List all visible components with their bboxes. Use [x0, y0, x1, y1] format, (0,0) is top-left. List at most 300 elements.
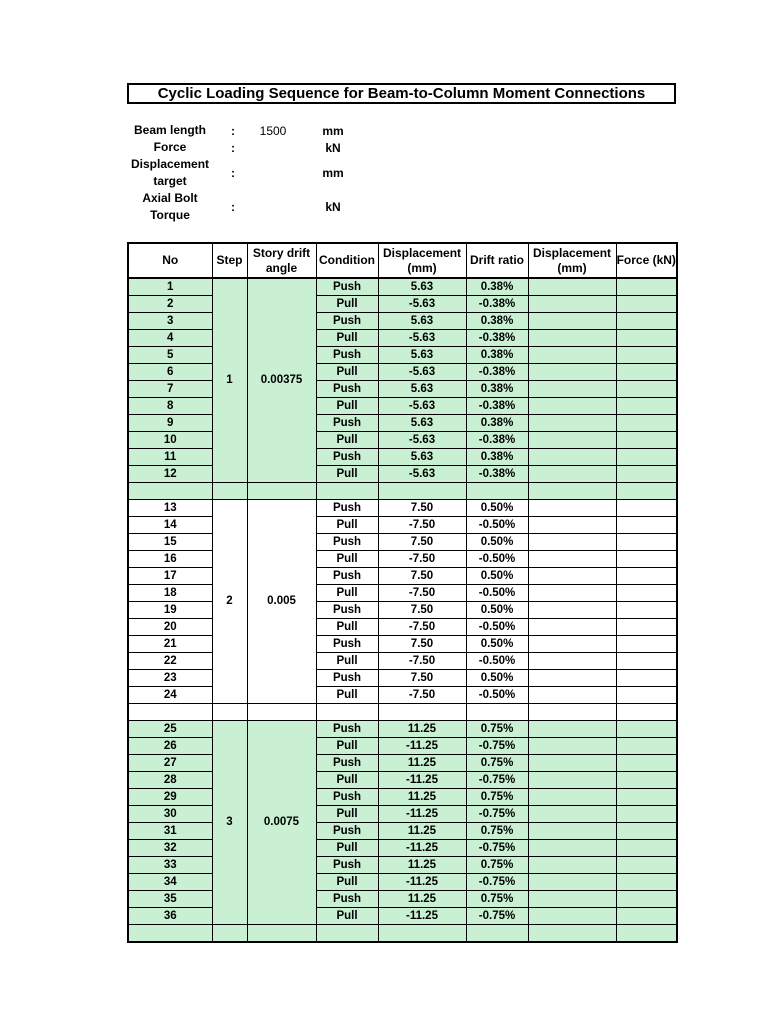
- cell-drift-ratio: 0.38%: [466, 381, 528, 398]
- cell-condition: Push: [316, 755, 378, 772]
- cell-story-drift-angle: 0.00375: [247, 278, 316, 483]
- cell-no: 13: [128, 500, 212, 517]
- info-value: 1500: [259, 123, 287, 138]
- cell-force: [616, 653, 677, 670]
- cell-displacement: -5.63: [378, 466, 466, 483]
- cell-no: 23: [128, 670, 212, 687]
- cell-condition: Push: [316, 278, 378, 296]
- cell-no: 15: [128, 534, 212, 551]
- cell-measured-displacement: [528, 415, 616, 432]
- table-row: [128, 534, 677, 551]
- cell-force: [616, 415, 677, 432]
- table-row: [128, 619, 677, 636]
- cell-no: 33: [128, 857, 212, 874]
- cell-force: [616, 602, 677, 619]
- cell-measured-displacement: [528, 721, 616, 738]
- spacer-cell: [616, 925, 677, 943]
- cell-measured-displacement: [528, 330, 616, 347]
- table-row: [128, 806, 677, 823]
- cell-condition: Pull: [316, 738, 378, 755]
- cell-no: 24: [128, 687, 212, 704]
- table-row: [128, 313, 677, 330]
- cell-force: [616, 772, 677, 789]
- table-row: [128, 517, 677, 534]
- cell-condition: Push: [316, 381, 378, 398]
- cell-step: 3: [212, 721, 247, 925]
- cell-measured-displacement: [528, 364, 616, 381]
- cell-drift-ratio: 0.38%: [466, 347, 528, 364]
- cell-displacement: 5.63: [378, 313, 466, 330]
- header-step: Step: [212, 243, 247, 278]
- cell-condition: Push: [316, 636, 378, 653]
- cell-no: 17: [128, 568, 212, 585]
- info-row-beam-length: [127, 122, 387, 139]
- cell-measured-displacement: [528, 908, 616, 925]
- cell-measured-displacement: [528, 653, 616, 670]
- cell-condition: Pull: [316, 619, 378, 636]
- table-row: [128, 891, 677, 908]
- table-row: [128, 466, 677, 483]
- cell-drift-ratio: -0.38%: [466, 466, 528, 483]
- cell-drift-ratio: -0.38%: [466, 296, 528, 313]
- table-row: [128, 585, 677, 602]
- cell-force: [616, 738, 677, 755]
- cell-condition: Pull: [316, 840, 378, 857]
- cell-no: 11: [128, 449, 212, 466]
- cell-displacement: 7.50: [378, 636, 466, 653]
- cell-drift-ratio: 0.50%: [466, 568, 528, 585]
- table-row: [128, 415, 677, 432]
- cell-force: [616, 398, 677, 415]
- cell-no: 30: [128, 806, 212, 823]
- table-row: [128, 772, 677, 789]
- cell-measured-displacement: [528, 517, 616, 534]
- cell-no: 10: [128, 432, 212, 449]
- cell-measured-displacement: [528, 347, 616, 364]
- cell-measured-displacement: [528, 755, 616, 772]
- table-row: [128, 296, 677, 313]
- cell-force: [616, 908, 677, 925]
- cell-measured-displacement: [528, 823, 616, 840]
- cell-condition: Pull: [316, 398, 378, 415]
- spacer-cell: [212, 704, 247, 721]
- info-row-displacement-target: [127, 156, 387, 190]
- spacer-cell: [528, 704, 616, 721]
- info-section: [127, 122, 387, 224]
- cell-displacement: 11.25: [378, 721, 466, 738]
- table-row: [128, 874, 677, 891]
- spacer-cell: [378, 483, 466, 500]
- spacer-cell: [212, 925, 247, 943]
- cell-force: [616, 823, 677, 840]
- cell-condition: Push: [316, 602, 378, 619]
- cell-no: 2: [128, 296, 212, 313]
- cell-no: 28: [128, 772, 212, 789]
- cell-measured-displacement: [528, 585, 616, 602]
- cell-condition: Push: [316, 721, 378, 738]
- cell-measured-displacement: [528, 381, 616, 398]
- cell-force: [616, 857, 677, 874]
- cell-displacement: -11.25: [378, 908, 466, 925]
- cell-drift-ratio: 0.75%: [466, 721, 528, 738]
- cell-drift-ratio: -0.75%: [466, 874, 528, 891]
- info-label: Beam length: [133, 123, 206, 137]
- cell-drift-ratio: -0.50%: [466, 619, 528, 636]
- cell-force: [616, 840, 677, 857]
- cell-no: 16: [128, 551, 212, 568]
- table-row: [128, 670, 677, 687]
- cell-drift-ratio: -0.75%: [466, 840, 528, 857]
- spacer-cell: [128, 483, 212, 500]
- cell-drift-ratio: -0.50%: [466, 551, 528, 568]
- cell-displacement: 7.50: [378, 670, 466, 687]
- cell-force: [616, 755, 677, 772]
- cell-displacement: -7.50: [378, 687, 466, 704]
- cell-displacement: 5.63: [378, 449, 466, 466]
- spacer-cell: [316, 483, 378, 500]
- cell-drift-ratio: -0.50%: [466, 687, 528, 704]
- cell-no: 8: [128, 398, 212, 415]
- info-row-axial-bolt-torque: [127, 190, 387, 224]
- cell-measured-displacement: [528, 313, 616, 330]
- cell-condition: Pull: [316, 806, 378, 823]
- cell-displacement: 5.63: [378, 347, 466, 364]
- spacer-cell: [616, 483, 677, 500]
- cell-displacement: -11.25: [378, 772, 466, 789]
- cell-displacement: 7.50: [378, 500, 466, 517]
- spacer-cell: [378, 704, 466, 721]
- cell-drift-ratio: 0.50%: [466, 534, 528, 551]
- cell-drift-ratio: 0.75%: [466, 755, 528, 772]
- cell-displacement: 11.25: [378, 789, 466, 806]
- cell-condition: Push: [316, 534, 378, 551]
- cell-measured-displacement: [528, 891, 616, 908]
- cell-condition: Push: [316, 670, 378, 687]
- cell-force: [616, 296, 677, 313]
- cell-condition: Push: [316, 823, 378, 840]
- spacer-cell: [316, 704, 378, 721]
- cell-measured-displacement: [528, 398, 616, 415]
- info-unit: mm: [322, 123, 344, 138]
- cell-measured-displacement: [528, 874, 616, 891]
- table-row: [128, 330, 677, 347]
- cell-no: 19: [128, 602, 212, 619]
- cell-drift-ratio: 0.38%: [466, 449, 528, 466]
- cell-drift-ratio: -0.75%: [466, 806, 528, 823]
- table-row: [128, 789, 677, 806]
- cell-condition: Pull: [316, 772, 378, 789]
- cell-no: 25: [128, 721, 212, 738]
- cell-condition: Pull: [316, 296, 378, 313]
- cell-force: [616, 891, 677, 908]
- cell-displacement: -7.50: [378, 619, 466, 636]
- table-row: [128, 687, 677, 704]
- spacer-cell: [378, 925, 466, 943]
- cell-condition: Pull: [316, 364, 378, 381]
- header-measured-displacement: Displacement (mm): [528, 243, 616, 278]
- info-label: Displacement target: [130, 157, 210, 188]
- cell-displacement: 5.63: [378, 278, 466, 296]
- cell-condition: Push: [316, 415, 378, 432]
- spacer-cell: [247, 704, 316, 721]
- loading-table: [127, 242, 678, 943]
- table-row: [128, 721, 677, 738]
- cell-force: [616, 330, 677, 347]
- table-spacer-row: [128, 704, 677, 721]
- table-row: [128, 653, 677, 670]
- cell-no: 3: [128, 313, 212, 330]
- cell-force: [616, 619, 677, 636]
- info-colon: :: [231, 123, 235, 138]
- header-displacement: Displacement (mm): [378, 243, 466, 278]
- header-no: No: [128, 243, 212, 278]
- cell-measured-displacement: [528, 619, 616, 636]
- cell-measured-displacement: [528, 636, 616, 653]
- cell-displacement: -7.50: [378, 551, 466, 568]
- cell-measured-displacement: [528, 296, 616, 313]
- cell-measured-displacement: [528, 670, 616, 687]
- spacer-cell: [528, 483, 616, 500]
- cell-drift-ratio: -0.50%: [466, 585, 528, 602]
- table-row: [128, 823, 677, 840]
- cell-condition: Pull: [316, 585, 378, 602]
- cell-displacement: 5.63: [378, 415, 466, 432]
- table-row: [128, 857, 677, 874]
- cell-measured-displacement: [528, 278, 616, 296]
- info-label: Force: [153, 140, 187, 154]
- table-row: [128, 364, 677, 381]
- cell-force: [616, 585, 677, 602]
- cell-displacement: -11.25: [378, 738, 466, 755]
- cell-drift-ratio: 0.38%: [466, 278, 528, 296]
- cell-condition: Pull: [316, 908, 378, 925]
- cell-condition: Push: [316, 857, 378, 874]
- cell-displacement: -11.25: [378, 840, 466, 857]
- table-row: [128, 738, 677, 755]
- cell-displacement: 7.50: [378, 534, 466, 551]
- cell-force: [616, 381, 677, 398]
- info-colon: :: [231, 200, 235, 214]
- cell-condition: Push: [316, 449, 378, 466]
- cell-no: 21: [128, 636, 212, 653]
- cell-no: 22: [128, 653, 212, 670]
- cell-drift-ratio: -0.38%: [466, 398, 528, 415]
- cell-measured-displacement: [528, 432, 616, 449]
- cell-measured-displacement: [528, 466, 616, 483]
- cell-drift-ratio: 0.38%: [466, 415, 528, 432]
- cell-condition: Pull: [316, 874, 378, 891]
- cell-condition: Pull: [316, 330, 378, 347]
- cell-drift-ratio: 0.75%: [466, 789, 528, 806]
- cell-no: 5: [128, 347, 212, 364]
- cell-measured-displacement: [528, 500, 616, 517]
- cell-displacement: -5.63: [378, 330, 466, 347]
- cell-no: 20: [128, 619, 212, 636]
- table-row: [128, 500, 677, 517]
- cell-condition: Pull: [316, 687, 378, 704]
- cell-force: [616, 721, 677, 738]
- table-header-row: [128, 243, 677, 278]
- cell-force: [616, 551, 677, 568]
- cell-displacement: -11.25: [378, 806, 466, 823]
- spacer-cell: [466, 925, 528, 943]
- cell-displacement: 7.50: [378, 602, 466, 619]
- cell-condition: Push: [316, 568, 378, 585]
- spacer-cell: [128, 925, 212, 943]
- info-unit: mm: [322, 166, 344, 180]
- info-unit: kN: [325, 140, 341, 155]
- cell-measured-displacement: [528, 772, 616, 789]
- cell-no: 29: [128, 789, 212, 806]
- cell-force: [616, 432, 677, 449]
- cell-displacement: -7.50: [378, 653, 466, 670]
- cell-force: [616, 449, 677, 466]
- header-story-drift-angle: Story drift angle: [247, 243, 316, 278]
- table-row: [128, 840, 677, 857]
- cell-condition: Pull: [316, 466, 378, 483]
- info-colon: :: [231, 166, 235, 180]
- spacer-cell: [247, 925, 316, 943]
- cell-drift-ratio: 0.50%: [466, 636, 528, 653]
- cell-measured-displacement: [528, 840, 616, 857]
- table-row: [128, 636, 677, 653]
- cell-no: 34: [128, 874, 212, 891]
- cell-measured-displacement: [528, 857, 616, 874]
- cell-drift-ratio: -0.50%: [466, 653, 528, 670]
- cell-drift-ratio: -0.38%: [466, 364, 528, 381]
- cell-displacement: -5.63: [378, 398, 466, 415]
- cell-force: [616, 517, 677, 534]
- cell-displacement: -5.63: [378, 364, 466, 381]
- cell-drift-ratio: -0.50%: [466, 517, 528, 534]
- cell-measured-displacement: [528, 449, 616, 466]
- cell-no: 18: [128, 585, 212, 602]
- cell-measured-displacement: [528, 687, 616, 704]
- cell-displacement: -7.50: [378, 517, 466, 534]
- cell-no: 32: [128, 840, 212, 857]
- table-spacer-row: [128, 925, 677, 943]
- table-row: [128, 347, 677, 364]
- cell-force: [616, 874, 677, 891]
- cell-displacement: 11.25: [378, 891, 466, 908]
- cell-force: [616, 670, 677, 687]
- table-row: [128, 278, 677, 296]
- cell-condition: Pull: [316, 653, 378, 670]
- cell-force: [616, 466, 677, 483]
- cell-no: 6: [128, 364, 212, 381]
- cell-displacement: 7.50: [378, 568, 466, 585]
- info-colon: :: [231, 140, 235, 155]
- cell-displacement: 11.25: [378, 857, 466, 874]
- cell-displacement: 11.25: [378, 823, 466, 840]
- cell-displacement: -7.50: [378, 585, 466, 602]
- cell-displacement: -11.25: [378, 874, 466, 891]
- cell-measured-displacement: [528, 738, 616, 755]
- table-row: [128, 398, 677, 415]
- cell-drift-ratio: 0.50%: [466, 500, 528, 517]
- cell-story-drift-angle: 0.005: [247, 500, 316, 704]
- cell-no: 26: [128, 738, 212, 755]
- cell-drift-ratio: 0.50%: [466, 602, 528, 619]
- cell-condition: Push: [316, 313, 378, 330]
- cell-displacement: -5.63: [378, 296, 466, 313]
- header-force: Force (kN): [616, 243, 677, 278]
- cell-no: 9: [128, 415, 212, 432]
- cell-drift-ratio: -0.75%: [466, 738, 528, 755]
- table-row: [128, 432, 677, 449]
- cell-drift-ratio: -0.38%: [466, 330, 528, 347]
- cell-force: [616, 636, 677, 653]
- header-condition: Condition: [316, 243, 378, 278]
- cell-measured-displacement: [528, 551, 616, 568]
- spacer-cell: [528, 925, 616, 943]
- cell-no: 7: [128, 381, 212, 398]
- cell-force: [616, 534, 677, 551]
- table-spacer-row: [128, 483, 677, 500]
- spacer-cell: [466, 704, 528, 721]
- cell-drift-ratio: 0.75%: [466, 823, 528, 840]
- cell-drift-ratio: -0.38%: [466, 432, 528, 449]
- table-row: [128, 602, 677, 619]
- spacer-cell: [212, 483, 247, 500]
- cell-no: 27: [128, 755, 212, 772]
- spacer-cell: [247, 483, 316, 500]
- table-row: [128, 908, 677, 925]
- info-unit: kN: [325, 200, 341, 214]
- spacer-cell: [316, 925, 378, 943]
- cell-force: [616, 347, 677, 364]
- cell-measured-displacement: [528, 534, 616, 551]
- cell-condition: Push: [316, 891, 378, 908]
- table-row: [128, 449, 677, 466]
- cell-displacement: 5.63: [378, 381, 466, 398]
- cell-drift-ratio: -0.75%: [466, 908, 528, 925]
- table-row: [128, 568, 677, 585]
- cell-story-drift-angle: 0.0075: [247, 721, 316, 925]
- cell-drift-ratio: 0.38%: [466, 313, 528, 330]
- info-row-force: [127, 139, 387, 156]
- cell-step: 1: [212, 278, 247, 483]
- spacer-cell: [128, 704, 212, 721]
- cell-force: [616, 313, 677, 330]
- spacer-cell: [616, 704, 677, 721]
- cell-no: 35: [128, 891, 212, 908]
- cell-drift-ratio: -0.75%: [466, 772, 528, 789]
- cell-measured-displacement: [528, 789, 616, 806]
- cell-force: [616, 687, 677, 704]
- cell-measured-displacement: [528, 602, 616, 619]
- cell-condition: Push: [316, 347, 378, 364]
- cell-drift-ratio: 0.75%: [466, 891, 528, 908]
- cell-no: 36: [128, 908, 212, 925]
- header-drift-ratio: Drift ratio: [466, 243, 528, 278]
- cell-condition: Pull: [316, 517, 378, 534]
- cell-force: [616, 364, 677, 381]
- cell-measured-displacement: [528, 568, 616, 585]
- cell-condition: Pull: [316, 432, 378, 449]
- cell-drift-ratio: 0.75%: [466, 857, 528, 874]
- cell-no: 31: [128, 823, 212, 840]
- cell-condition: Push: [316, 500, 378, 517]
- info-label: Axial Bolt Torque: [142, 191, 198, 222]
- sheet-title: Cyclic Loading Sequence for Beam-to-Column Moment Connections: [127, 83, 676, 104]
- cell-no: 1: [128, 278, 212, 296]
- spacer-cell: [466, 483, 528, 500]
- cell-no: 4: [128, 330, 212, 347]
- cell-drift-ratio: 0.50%: [466, 670, 528, 687]
- cell-force: [616, 500, 677, 517]
- table-row: [128, 381, 677, 398]
